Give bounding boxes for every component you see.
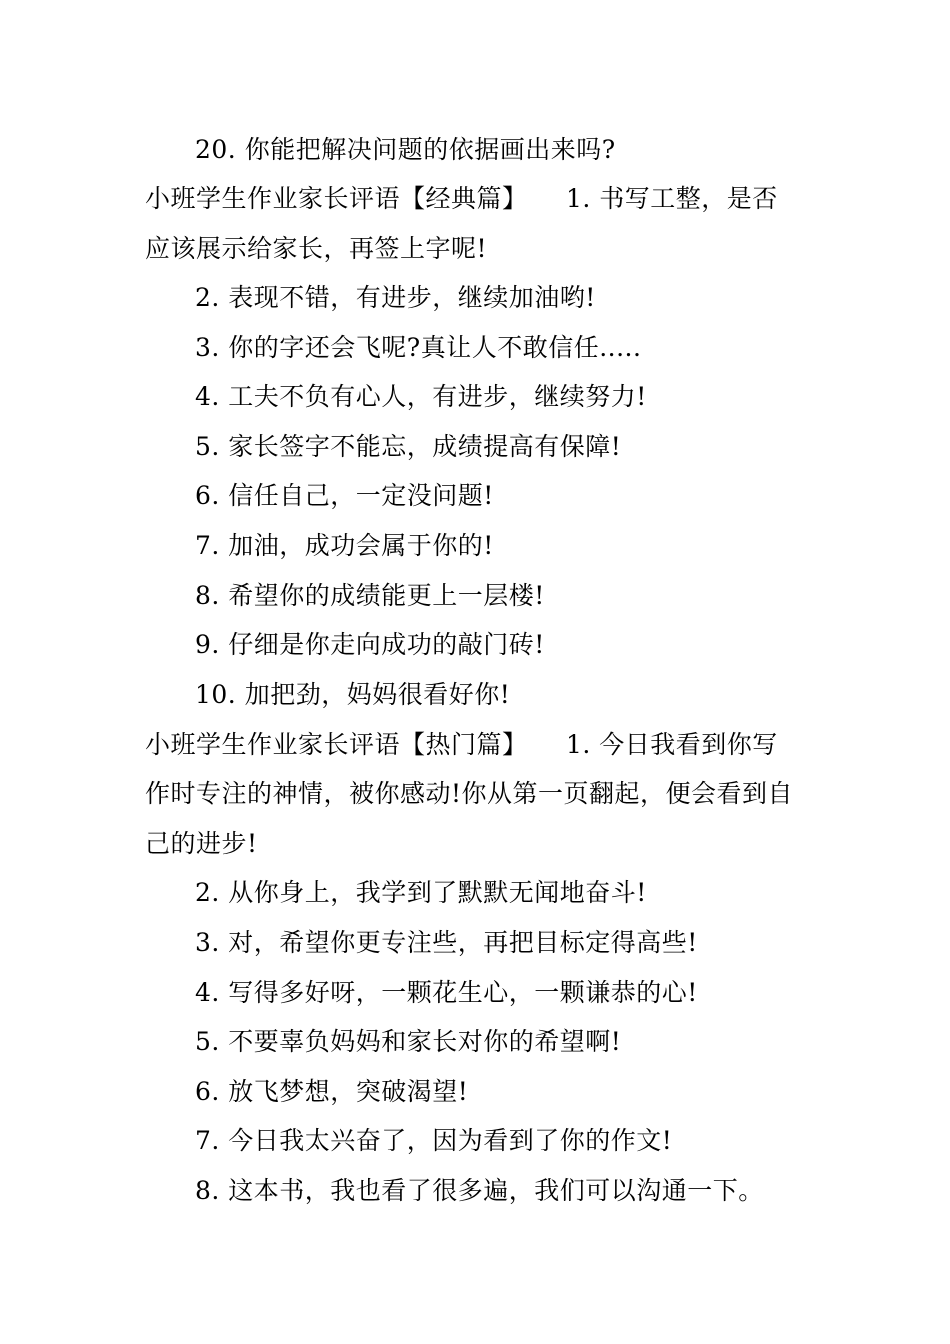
- list-item: 7. 加油，成功会属于你的!: [195, 531, 494, 560]
- list-item: 3. 对，希望你更专注些，再把目标定得高些!: [195, 928, 698, 957]
- list-item: 6. 信任自己，一定没问题!: [195, 481, 494, 510]
- list-item: 10. 加把劲，妈妈很看好你!: [195, 680, 511, 709]
- list-item: 2. 从你身上，我学到了默默无闻地奋斗!: [195, 878, 647, 907]
- section-heading-line: 小班学生作业家长评语【经典篇】 1. 书写工整，是否: [145, 184, 778, 213]
- list-item: 5. 家长签字不能忘，成绩提高有保障!: [195, 432, 622, 461]
- list-item: 5. 不要辜负妈妈和家长对你的希望啊!: [195, 1027, 622, 1056]
- list-item: 8. 这本书，我也看了很多遍，我们可以沟通一下。: [195, 1176, 764, 1205]
- list-item: 3. 你的字还会飞呢?真让人不敢信任.....: [195, 333, 642, 362]
- list-item: 4. 工夫不负有心人，有进步，继续努力!: [195, 382, 647, 411]
- list-item: 2. 表现不错，有进步，继续加油哟!: [195, 283, 596, 312]
- text-line: 作时专注的神情，被你感动!你从第一页翻起，便会看到自: [145, 779, 794, 808]
- section-heading-line: 小班学生作业家长评语【热门篇】 1. 今日我看到你写: [145, 730, 778, 759]
- list-item: 7. 今日我太兴奋了，因为看到了你的作文!: [195, 1126, 673, 1155]
- list-item: 6. 放飞梦想，突破渴望!: [195, 1077, 469, 1106]
- text-line: 20. 你能把解决问题的依据画出来吗?: [195, 135, 616, 164]
- list-item: 4. 写得多好呀，一颗花生心，一颗谦恭的心!: [195, 978, 698, 1007]
- text-line: 己的进步!: [145, 829, 258, 858]
- list-item: 9. 仔细是你走向成功的敲门砖!: [195, 630, 545, 659]
- list-item: 8. 希望你的成绩能更上一层楼!: [195, 581, 545, 610]
- text-line: 应该展示给家长，再签上字呢!: [145, 234, 488, 263]
